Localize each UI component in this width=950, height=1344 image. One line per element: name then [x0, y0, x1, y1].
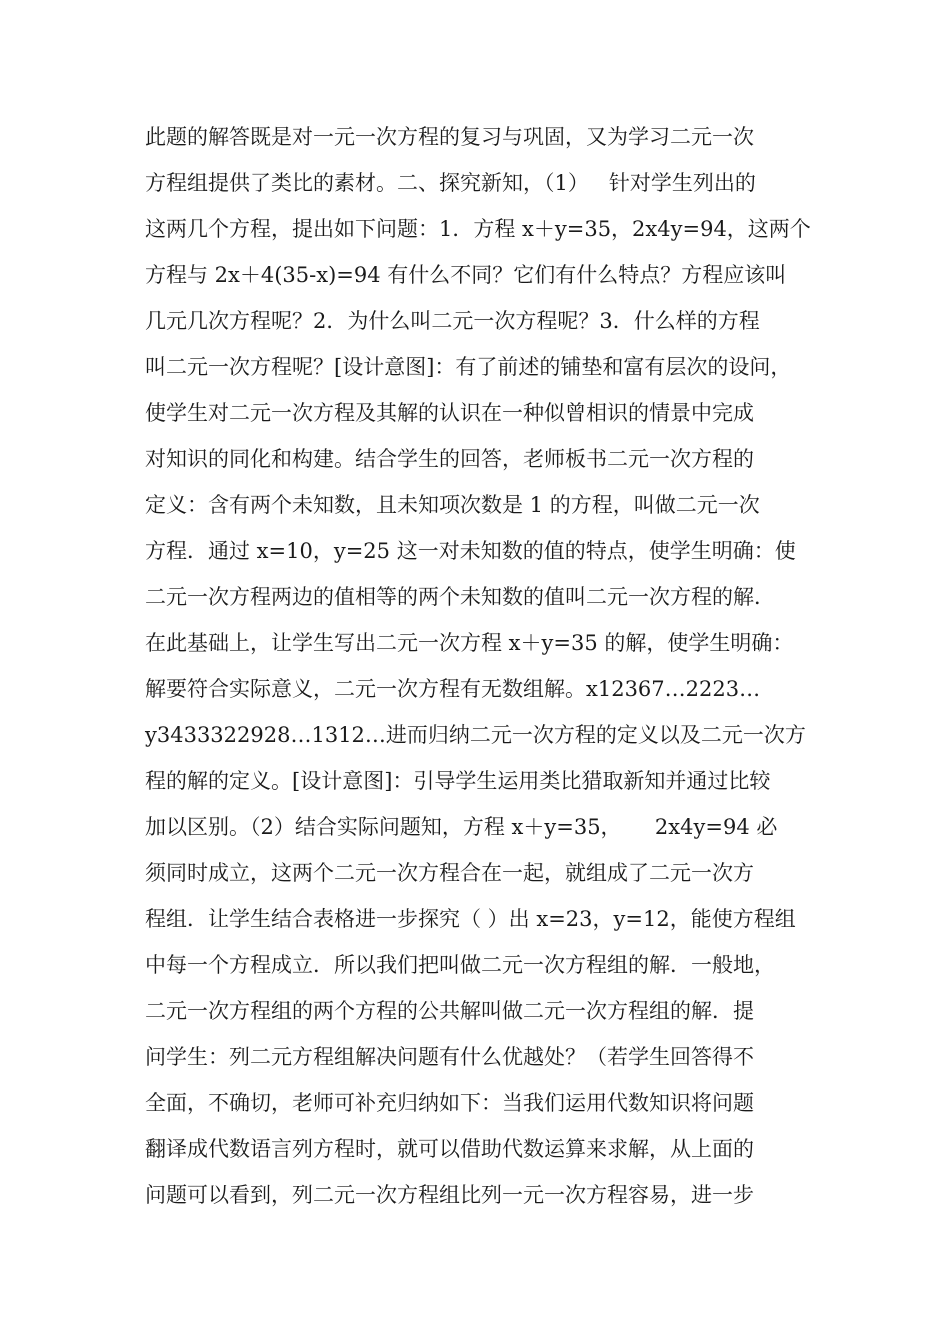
text-line: 在此基础上，让学生写出二元一次方程 x＋y=35 的解，使学生明确：: [145, 631, 794, 655]
text-line: 定义：含有两个未知数，且未知项次数是 1 的方程，叫做二元一次: [145, 493, 760, 517]
text-line: y3433322928…1312…进而归纳二元一次方程的定义以及二元一次方: [145, 723, 806, 747]
text-line: 这两几个方程，提出如下问题：1．方程 x＋y=35，2x4y=94，这两个: [145, 217, 811, 241]
text-line: 问学生：列二元方程组解决问题有什么优越处？（若学生回答得不: [145, 1045, 754, 1069]
text-line: 使学生对二元一次方程及其解的认识在一种似曾相识的情景中完成: [145, 401, 754, 425]
text-line: 中每一个方程成立．所以我们把叫做二元一次方程组的解．一般地，: [145, 953, 775, 977]
text-line: 方程与 2x＋4(35-x)=94 有什么不同？它们有什么特点？方程应该叫: [145, 263, 787, 287]
body-text: [145, 114, 815, 1218]
text-line: 此题的解答既是对一元一次方程的复习与巩固，又为学习二元一次: [145, 125, 754, 149]
text-line: 二元一次方程组的两个方程的公共解叫做二元一次方程组的解．提: [145, 999, 754, 1023]
text-line: 全面，不确切，老师可补充归纳如下：当我们运用代数知识将问题: [145, 1091, 754, 1115]
text-line: 方程．通过 x=10，y=25 这一对未知数的值的特点，使学生明确：使: [145, 539, 796, 563]
text-line: 翻译成代数语言列方程时，就可以借助代数运算来求解，从上面的: [145, 1137, 754, 1161]
text-line: 程组．让学生结合表格进一步探究（ ）出 x=23，y=12，能使方程组: [145, 907, 796, 931]
text-line: 程的解的定义。[设计意图]：引导学生运用类比猎取新知并通过比较: [145, 769, 771, 793]
text-line: 方程组提供了类比的素材。二、探究新知，（1） 针对学生列出的: [145, 171, 756, 195]
text-line: 问题可以看到，列二元一次方程组比列一元一次方程容易，进一步: [145, 1183, 754, 1207]
text-line: 叫二元一次方程呢？[设计意图]：有了前述的铺垫和富有层次的设问，: [145, 355, 792, 379]
text-line: 须同时成立，这两个二元一次方程合在一起，就组成了二元一次方: [145, 861, 754, 885]
text-line: 对知识的同化和构建。结合学生的回答，老师板书二元一次方程的: [145, 447, 754, 471]
text-line: 几元几次方程呢？2．为什么叫二元一次方程呢？3．什么样的方程: [145, 309, 760, 333]
text-line: 二元一次方程两边的值相等的两个未知数的值叫二元一次方程的解．: [145, 585, 775, 609]
text-line: 解要符合实际意义，二元一次方程有无数组解。x12367…2223…: [145, 677, 761, 701]
text-line: 加以区别。（2）结合实际问题知，方程 x＋y=35， 2x4y=94 必: [145, 815, 778, 839]
